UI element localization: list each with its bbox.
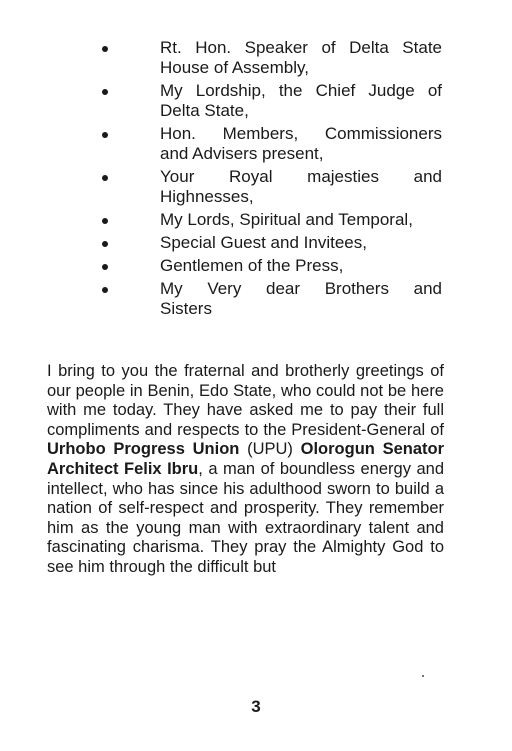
salutation-item [0, 38, 512, 78]
salutation-line: Sisters [160, 299, 212, 318]
salutation-line: Hon. Members, Commissioners [160, 124, 442, 143]
page-number: 3 [251, 697, 261, 716]
salutation-item [0, 233, 512, 253]
print-speck [422, 675, 424, 677]
salutation-line: My Lordship, the Chief Judge of [160, 81, 442, 100]
paragraph-text: I bring to you the fraternal and brotherly greetings of our people in Benin, Edo State, who could not be here with me today. They have asked me to pay their full compliments and respects to the President-General of [47, 362, 444, 439]
salutation-item [0, 256, 512, 276]
bullet-icon [102, 287, 108, 293]
salutation-item [0, 210, 512, 230]
salutation-item [0, 167, 512, 207]
body-paragraph [47, 362, 444, 578]
salutation-line: Highnesses, [160, 187, 254, 206]
salutation-line: My Very dear Brothers and [160, 279, 442, 298]
salutation-line: Gentlemen of the Press, [160, 256, 344, 275]
salutation-line: My Lords, Spiritual and Temporal, [160, 210, 413, 229]
bullet-icon [102, 132, 108, 138]
salutation-line: Special Guest and Invitees, [160, 233, 367, 252]
salutation-line: Delta State, [160, 101, 249, 120]
salutation-line: House of Assembly, [160, 58, 309, 77]
salutation-list [0, 38, 512, 322]
salutation-line: Rt. Hon. Speaker of Delta State [160, 38, 442, 57]
paragraph-text: , a man of boundless energy and intellect, who has since his adulthood sworn to build a nation of self-respect and prosperity. They remember him as the young man with extraordinary talent and fascinating charisma. They pray the Almighty God to see him through the difficult but [47, 459, 444, 576]
salutation-item [0, 124, 512, 164]
bullet-icon [102, 89, 108, 95]
salutation-item [0, 279, 512, 319]
paragraph-text: (UPU) [239, 440, 301, 459]
organization-name: Urhobo Progress Union [47, 440, 240, 459]
salutation-item [0, 81, 512, 121]
bullet-icon [102, 46, 108, 52]
bullet-icon [102, 175, 108, 181]
salutation-line: Your Royal majesties and [160, 167, 442, 186]
person-name: Olorogun Senator Architect Felix Ibru [47, 440, 445, 478]
salutation-line: and Advisers present, [160, 144, 324, 163]
bullet-icon [102, 218, 108, 224]
bullet-icon [102, 264, 108, 270]
bullet-icon [102, 241, 108, 247]
